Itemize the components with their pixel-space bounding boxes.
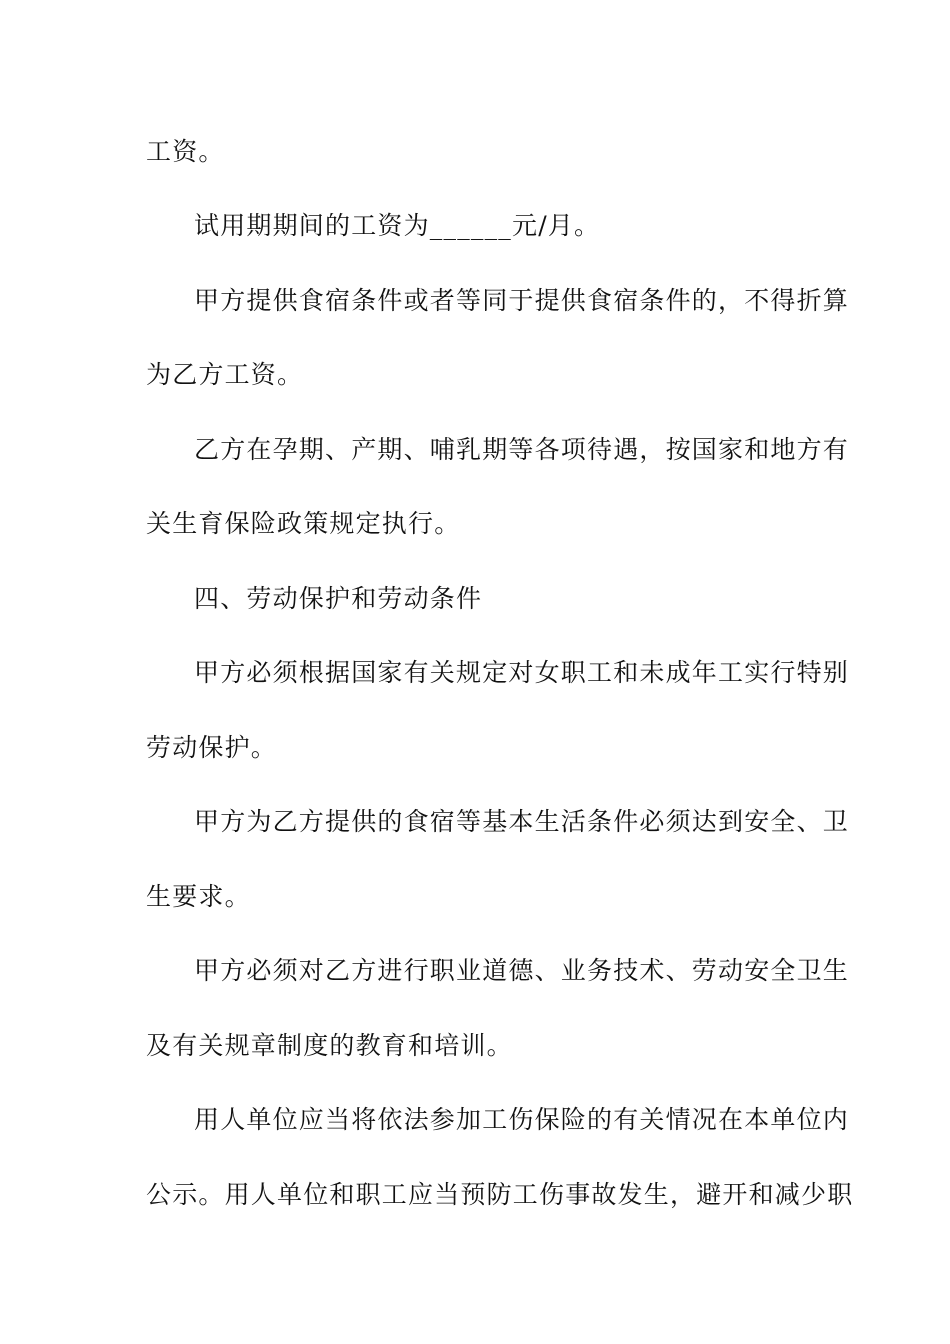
text-line: 用人单位应当将依法参加工伤保险的有关情况在本单位内 xyxy=(194,1105,850,1134)
text-line: 生要求。 xyxy=(146,882,251,911)
text-line: 甲方提供食宿条件或者等同于提供食宿条件的，不得折算 xyxy=(194,286,850,315)
text-line: 甲方为乙方提供的食宿等基本生活条件必须达到安全、卫 xyxy=(194,807,850,836)
text-line: 试用期期间的工资为______元/月。 xyxy=(194,211,601,240)
text-line: 为乙方工资。 xyxy=(146,360,304,389)
text-line: 关生育保险政策规定执行。 xyxy=(146,509,461,538)
text-line: 劳动保护。 xyxy=(146,733,278,762)
text-line: 甲方必须对乙方进行职业道德、业务技术、劳动安全卫生 xyxy=(194,956,850,985)
text-line: 工资。 xyxy=(146,137,225,166)
text-line: 甲方必须根据国家有关规定对女职工和未成年工实行特别 xyxy=(194,658,850,687)
text-line: 及有关规章制度的教育和培训。 xyxy=(146,1031,513,1060)
text-line: 公示。用人单位和职工应当预防工伤事故发生，避开和减少职 xyxy=(146,1180,854,1209)
section-heading: 四、劳动保护和劳动条件 xyxy=(194,584,483,613)
text-line: 乙方在孕期、产期、哺乳期等各项待遇，按国家和地方有 xyxy=(194,435,850,464)
